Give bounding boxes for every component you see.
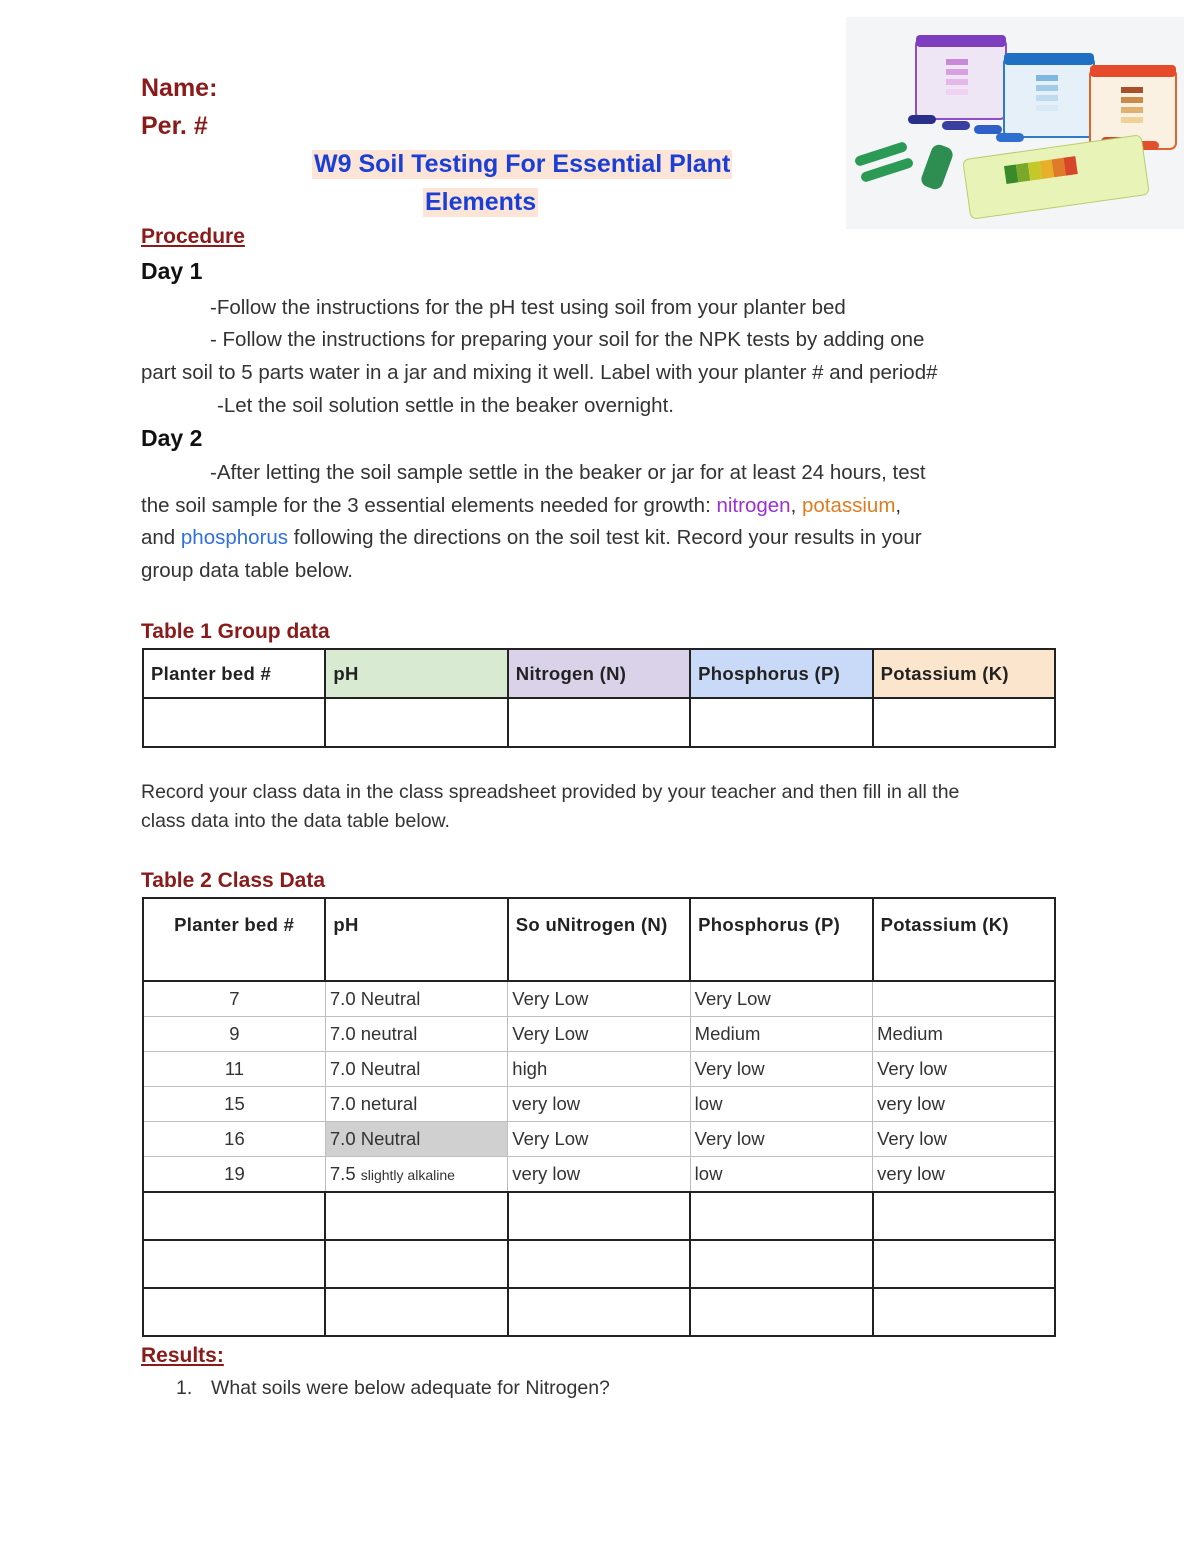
blank-cell[interactable]	[508, 1288, 690, 1336]
planter-cell: 19	[143, 1157, 325, 1193]
blank-cell[interactable]	[143, 1240, 325, 1288]
blank-cell[interactable]	[325, 1192, 507, 1240]
table2-header-potassium: Potassium (K)	[873, 898, 1055, 981]
ph-cell: 7.0 netural	[325, 1087, 507, 1122]
ph-cell: 7.0 neutral	[325, 1017, 507, 1052]
table1-cell-ph[interactable]	[325, 698, 507, 747]
table-row	[143, 981, 1055, 1017]
day2-line3	[141, 526, 922, 550]
table1-header-planter: Planter bed #	[143, 649, 325, 698]
nitrogen-cell: high	[508, 1052, 690, 1087]
table2-header-nitrogen: So uNitrogen (N)	[508, 898, 690, 981]
group-data-table	[142, 648, 1056, 748]
phosphorus-cell: Very Low	[690, 981, 872, 1017]
ph-cell	[325, 1157, 507, 1193]
blank-cell[interactable]	[143, 1192, 325, 1240]
table2-header-row	[143, 898, 1055, 981]
table-row	[143, 1017, 1055, 1052]
comma-2: ,	[895, 494, 902, 517]
table-row	[143, 1157, 1055, 1193]
nitrogen-cell: very low	[508, 1087, 690, 1122]
title-line-2: Elements	[425, 188, 537, 216]
instructions-line2: class data into the data table below.	[141, 810, 450, 832]
phosphorus-cell: Medium	[690, 1017, 872, 1052]
day2-line3-post: following the directions on the soil test kit. Record your results in your	[288, 526, 922, 549]
day1-step2-line2: part soil to 5 parts water in a jar and mixing it well. Label with your planter # and period#	[141, 361, 938, 384]
nitrogen-cell: very low	[508, 1157, 690, 1193]
table1-header-potassium: Potassium (K)	[873, 649, 1055, 698]
procedure-heading: Procedure	[141, 225, 245, 248]
blank-cell[interactable]	[325, 1240, 507, 1288]
phosphorus-cell: Very low	[690, 1052, 872, 1087]
nitrogen-word: nitrogen	[716, 494, 791, 517]
table2-header-phosphorus: Phosphorus (P)	[690, 898, 872, 981]
planter-cell: 7	[143, 981, 325, 1017]
ph-description: slightly alkaline	[360, 1167, 455, 1183]
potassium-cell: Very low	[873, 1122, 1055, 1157]
table1-entry-row	[143, 698, 1055, 747]
nitrogen-cell: Very Low	[508, 1122, 690, 1157]
day1-heading: Day 1	[141, 258, 203, 284]
day2-line1: -After letting the soil sample settle in the beaker or jar for at least 24 hours, test	[210, 461, 926, 484]
blank-cell[interactable]	[873, 1288, 1055, 1336]
day2-line3-pre: and	[141, 526, 181, 549]
ph-value: 7.5	[329, 1163, 356, 1184]
table2-blank-row	[143, 1240, 1055, 1288]
day2-line2	[141, 494, 901, 518]
potassium-cell: Very low	[873, 1052, 1055, 1087]
blank-cell[interactable]	[690, 1192, 872, 1240]
nitrogen-cell: Very Low	[508, 981, 690, 1017]
day1-step2-line1: - Follow the instructions for preparing your soil for the NPK tests by adding one	[210, 328, 925, 351]
phosphorus-cell: Very low	[690, 1122, 872, 1157]
table2-header-ph: pH	[325, 898, 507, 981]
question-1-number: 1.	[176, 1377, 193, 1399]
comma-1: ,	[790, 494, 802, 517]
potassium-word: potassium	[801, 494, 896, 517]
day2-line4: group data table below.	[141, 559, 353, 582]
day2-line2-text: the soil sample for the 3 essential elements needed for growth:	[141, 494, 717, 517]
blank-cell[interactable]	[143, 1288, 325, 1336]
ph-cell: 7.0 Neutral	[325, 1052, 507, 1087]
table1-header-phosphorus: Phosphorus (P)	[690, 649, 872, 698]
blank-cell[interactable]	[690, 1240, 872, 1288]
table2-blank-row	[143, 1288, 1055, 1336]
potassium-cell	[873, 981, 1055, 1017]
table1-header-ph: pH	[325, 649, 507, 698]
phosphorus-word: phosphorus	[180, 526, 289, 549]
phosphorus-cell: low	[690, 1087, 872, 1122]
table1-caption: Table 1 Group data	[141, 620, 330, 643]
nitrogen-cell: Very Low	[508, 1017, 690, 1052]
planter-cell: 16	[143, 1122, 325, 1157]
table-row	[143, 1122, 1055, 1157]
blank-cell[interactable]	[508, 1192, 690, 1240]
planter-cell: 11	[143, 1052, 325, 1087]
name-label: Name:	[141, 74, 218, 102]
blank-cell[interactable]	[325, 1288, 507, 1336]
table1-cell-potassium[interactable]	[873, 698, 1055, 747]
blank-cell[interactable]	[690, 1288, 872, 1336]
potassium-cell: Medium	[873, 1017, 1055, 1052]
question-1: What soils were below adequate for Nitrogen?	[211, 1377, 610, 1399]
period-label: Per. #	[141, 112, 208, 140]
planter-cell: 9	[143, 1017, 325, 1052]
table2-header-planter: Planter bed #	[143, 898, 325, 981]
soil-test-kit-image	[846, 17, 1184, 229]
class-data-table	[142, 897, 1056, 1337]
title-line-1: W9 Soil Testing For Essential Plant	[314, 150, 731, 178]
blank-cell[interactable]	[508, 1240, 690, 1288]
ph-cell: 7.0 Neutral	[325, 981, 507, 1017]
blank-cell[interactable]	[873, 1192, 1055, 1240]
table-row	[143, 1052, 1055, 1087]
table2-blank-row	[143, 1192, 1055, 1240]
day1-step3: -Let the soil solution settle in the beaker overnight.	[217, 394, 674, 417]
ph-cell: 7.0 Neutral	[325, 1122, 507, 1157]
table1-cell-planter[interactable]	[143, 698, 325, 747]
table2-caption: Table 2 Class Data	[141, 869, 326, 892]
instructions-line1: Record your class data in the class spreadsheet provided by your teacher and then fill in all the	[141, 781, 960, 803]
planter-cell: 15	[143, 1087, 325, 1122]
phosphorus-cell: low	[690, 1157, 872, 1193]
potassium-cell: very low	[873, 1157, 1055, 1193]
table1-cell-phosphorus[interactable]	[690, 698, 872, 747]
blank-cell[interactable]	[873, 1240, 1055, 1288]
table-row	[143, 1087, 1055, 1122]
day1-step1: -Follow the instructions for the pH test using soil from your planter bed	[210, 296, 846, 319]
results-heading: Results:	[141, 1344, 224, 1367]
table1-header-nitrogen: Nitrogen (N)	[508, 649, 690, 698]
day2-heading: Day 2	[141, 425, 203, 451]
table1-header-row	[143, 649, 1055, 698]
potassium-cell: very low	[873, 1087, 1055, 1122]
table1-cell-nitrogen[interactable]	[508, 698, 690, 747]
